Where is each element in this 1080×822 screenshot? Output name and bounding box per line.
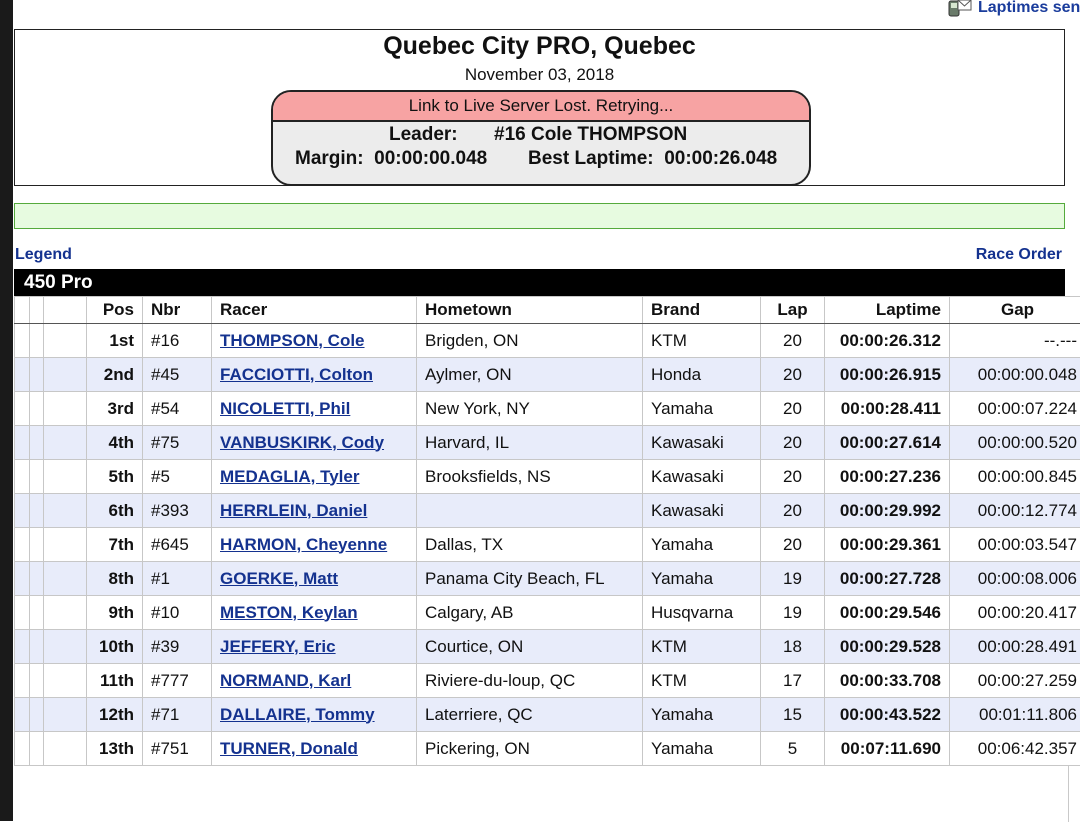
row-spacer bbox=[44, 324, 87, 358]
racer-link[interactable]: GOERKE, Matt bbox=[220, 569, 338, 588]
table-row bbox=[15, 460, 1080, 494]
cell-lap: 5 bbox=[761, 732, 825, 766]
cell-pos: 1st bbox=[87, 324, 143, 358]
cell-racer bbox=[212, 494, 417, 528]
racer-link[interactable]: FACCIOTTI, Colton bbox=[220, 365, 373, 384]
cell-lap: 20 bbox=[761, 460, 825, 494]
table-row bbox=[15, 596, 1080, 630]
racer-link[interactable]: THOMPSON, Cole bbox=[220, 331, 365, 350]
row-spacer bbox=[15, 732, 30, 766]
cell-pos: 12th bbox=[87, 698, 143, 732]
row-spacer bbox=[30, 664, 44, 698]
laptimes-sent-label[interactable]: Laptimes sen bbox=[978, 0, 1080, 17]
table-row bbox=[15, 528, 1080, 562]
table-row bbox=[15, 732, 1080, 766]
row-spacer bbox=[30, 392, 44, 426]
row-spacer bbox=[30, 358, 44, 392]
event-title: Quebec City PRO, Quebec bbox=[15, 32, 1064, 61]
row-spacer bbox=[30, 528, 44, 562]
leader-row bbox=[273, 124, 809, 148]
event-header bbox=[14, 29, 1065, 186]
row-spacer bbox=[44, 664, 87, 698]
header-spacer bbox=[30, 297, 44, 324]
cell-hometown: New York, NY bbox=[417, 392, 643, 426]
cell-pos: 9th bbox=[87, 596, 143, 630]
cell-racer bbox=[212, 324, 417, 358]
racer-link[interactable]: DALLAIRE, Tommy bbox=[220, 705, 375, 724]
cell-laptime: 00:00:29.992 bbox=[825, 494, 950, 528]
table-row bbox=[15, 358, 1080, 392]
cell-hometown: Aylmer, ON bbox=[417, 358, 643, 392]
margin-label: Margin: bbox=[295, 148, 364, 169]
racer-link[interactable]: MEDAGLIA, Tyler bbox=[220, 467, 359, 486]
cell-brand: Yamaha bbox=[643, 732, 761, 766]
table-row bbox=[15, 630, 1080, 664]
cell-pos: 3rd bbox=[87, 392, 143, 426]
cell-lap: 20 bbox=[761, 392, 825, 426]
table-row bbox=[15, 562, 1080, 596]
cell-gap: 00:06:42.357 bbox=[950, 732, 1080, 766]
row-spacer bbox=[30, 630, 44, 664]
margin-row bbox=[273, 148, 809, 174]
cell-gap: 00:00:28.491 bbox=[950, 630, 1080, 664]
cell-hometown: Courtice, ON bbox=[417, 630, 643, 664]
phone-mail-icon bbox=[948, 0, 972, 17]
row-spacer bbox=[30, 562, 44, 596]
race-order-link[interactable]: Race Order bbox=[976, 246, 1062, 264]
header-brand[interactable]: Brand bbox=[643, 297, 761, 324]
cell-brand: Kawasaki bbox=[643, 426, 761, 460]
header-gap[interactable]: Gap bbox=[950, 297, 1080, 324]
row-spacer bbox=[15, 324, 30, 358]
table-row bbox=[15, 664, 1080, 698]
cell-nbr: #777 bbox=[143, 664, 212, 698]
cell-gap: 00:00:20.417 bbox=[950, 596, 1080, 630]
margin-value: 00:00:00.048 bbox=[374, 148, 487, 169]
event-date: November 03, 2018 bbox=[15, 65, 1064, 85]
cell-gap: 00:00:00.845 bbox=[950, 460, 1080, 494]
cell-brand: KTM bbox=[643, 664, 761, 698]
row-spacer bbox=[30, 426, 44, 460]
cell-lap: 18 bbox=[761, 630, 825, 664]
cell-racer bbox=[212, 392, 417, 426]
cell-hometown: Laterriere, QC bbox=[417, 698, 643, 732]
cell-racer bbox=[212, 732, 417, 766]
cell-laptime: 00:00:27.614 bbox=[825, 426, 950, 460]
cell-nbr: #54 bbox=[143, 392, 212, 426]
row-spacer bbox=[30, 324, 44, 358]
cell-racer bbox=[212, 562, 417, 596]
row-spacer bbox=[44, 528, 87, 562]
racer-link[interactable]: HERRLEIN, Daniel bbox=[220, 501, 367, 520]
cell-lap: 20 bbox=[761, 324, 825, 358]
row-spacer bbox=[15, 392, 30, 426]
cell-laptime: 00:00:26.915 bbox=[825, 358, 950, 392]
cell-gap: 00:00:00.520 bbox=[950, 426, 1080, 460]
cell-nbr: #39 bbox=[143, 630, 212, 664]
header-nbr[interactable]: Nbr bbox=[143, 297, 212, 324]
cell-lap: 20 bbox=[761, 358, 825, 392]
cell-laptime: 00:00:26.312 bbox=[825, 324, 950, 358]
cell-hometown: Dallas, TX bbox=[417, 528, 643, 562]
left-edge-bar bbox=[0, 0, 13, 821]
cell-brand: Yamaha bbox=[643, 528, 761, 562]
table-header-row bbox=[15, 297, 1080, 324]
header-hometown[interactable]: Hometown bbox=[417, 297, 643, 324]
cell-laptime: 00:00:29.361 bbox=[825, 528, 950, 562]
results-table bbox=[14, 296, 1080, 766]
cell-laptime: 00:00:29.546 bbox=[825, 596, 950, 630]
cell-pos: 13th bbox=[87, 732, 143, 766]
cell-nbr: #75 bbox=[143, 426, 212, 460]
cell-gap: 00:00:07.224 bbox=[950, 392, 1080, 426]
racer-link[interactable]: TURNER, Donald bbox=[220, 739, 358, 758]
cell-pos: 8th bbox=[87, 562, 143, 596]
table-row bbox=[15, 392, 1080, 426]
margin-group bbox=[295, 148, 487, 170]
header-spacer bbox=[15, 297, 30, 324]
row-spacer bbox=[30, 460, 44, 494]
cell-racer bbox=[212, 698, 417, 732]
racer-link[interactable]: MESTON, Keylan bbox=[220, 603, 358, 622]
cell-gap: 00:00:12.774 bbox=[950, 494, 1080, 528]
row-spacer bbox=[44, 596, 87, 630]
live-server-status: Link to Live Server Lost. Retrying... bbox=[273, 92, 809, 122]
row-spacer bbox=[44, 460, 87, 494]
leader-label: Leader: bbox=[389, 124, 458, 146]
cell-nbr: #393 bbox=[143, 494, 212, 528]
row-spacer bbox=[15, 426, 30, 460]
cell-lap: 15 bbox=[761, 698, 825, 732]
legend-link[interactable]: Legend bbox=[15, 246, 72, 264]
row-spacer bbox=[15, 494, 30, 528]
cell-gap: 00:00:00.048 bbox=[950, 358, 1080, 392]
cell-lap: 20 bbox=[761, 528, 825, 562]
row-spacer bbox=[44, 562, 87, 596]
cell-brand: KTM bbox=[643, 630, 761, 664]
cell-laptime: 00:00:27.728 bbox=[825, 562, 950, 596]
table-row bbox=[15, 494, 1080, 528]
row-spacer bbox=[15, 664, 30, 698]
cell-lap: 19 bbox=[761, 596, 825, 630]
cell-pos: 4th bbox=[87, 426, 143, 460]
cell-hometown: Riviere-du-loup, QC bbox=[417, 664, 643, 698]
message-bar bbox=[14, 203, 1065, 229]
cell-hometown bbox=[417, 494, 643, 528]
row-spacer bbox=[15, 596, 30, 630]
row-spacer bbox=[44, 426, 87, 460]
header-laptime[interactable]: Laptime bbox=[825, 297, 950, 324]
best-laptime-label: Best Laptime: bbox=[528, 148, 654, 169]
cell-laptime: 00:00:33.708 bbox=[825, 664, 950, 698]
racer-link[interactable]: JEFFERY, Eric bbox=[220, 637, 336, 656]
cell-nbr: #645 bbox=[143, 528, 212, 562]
cell-pos: 5th bbox=[87, 460, 143, 494]
row-spacer bbox=[30, 732, 44, 766]
cell-hometown: Panama City Beach, FL bbox=[417, 562, 643, 596]
cell-gap: 00:00:03.547 bbox=[950, 528, 1080, 562]
cell-laptime: 00:00:28.411 bbox=[825, 392, 950, 426]
racer-link[interactable]: NORMAND, Karl bbox=[220, 671, 351, 690]
cell-nbr: #16 bbox=[143, 324, 212, 358]
cell-hometown: Pickering, ON bbox=[417, 732, 643, 766]
row-spacer bbox=[30, 698, 44, 732]
cell-racer bbox=[212, 460, 417, 494]
live-status-panel bbox=[271, 90, 811, 186]
cell-laptime: 00:07:11.690 bbox=[825, 732, 950, 766]
racer-link[interactable]: NICOLETTI, Phil bbox=[220, 399, 350, 418]
cell-lap: 20 bbox=[761, 494, 825, 528]
table-row bbox=[15, 698, 1080, 732]
cell-racer bbox=[212, 596, 417, 630]
row-spacer bbox=[15, 562, 30, 596]
laptimes-sent-link[interactable] bbox=[948, 0, 1080, 18]
results-body bbox=[15, 324, 1080, 766]
cell-nbr: #1 bbox=[143, 562, 212, 596]
row-spacer bbox=[15, 460, 30, 494]
row-spacer bbox=[15, 698, 30, 732]
cell-pos: 7th bbox=[87, 528, 143, 562]
table-row bbox=[15, 426, 1080, 460]
cell-brand: Yamaha bbox=[643, 392, 761, 426]
row-spacer bbox=[44, 698, 87, 732]
cell-brand: Honda bbox=[643, 358, 761, 392]
row-spacer bbox=[44, 358, 87, 392]
cell-lap: 17 bbox=[761, 664, 825, 698]
header-lap[interactable]: Lap bbox=[761, 297, 825, 324]
cell-hometown: Brigden, ON bbox=[417, 324, 643, 358]
row-spacer bbox=[44, 392, 87, 426]
race-class-header: 450 Pro bbox=[14, 269, 1065, 296]
cell-pos: 6th bbox=[87, 494, 143, 528]
racer-link[interactable]: VANBUSKIRK, Cody bbox=[220, 433, 384, 452]
cell-hometown: Calgary, AB bbox=[417, 596, 643, 630]
cell-hometown: Brooksfields, NS bbox=[417, 460, 643, 494]
cell-gap: --.--- bbox=[950, 324, 1080, 358]
cell-racer bbox=[212, 426, 417, 460]
cell-nbr: #10 bbox=[143, 596, 212, 630]
header-pos[interactable]: Pos bbox=[87, 297, 143, 324]
header-spacer bbox=[44, 297, 87, 324]
best-laptime-group bbox=[528, 148, 777, 170]
cell-laptime: 00:00:43.522 bbox=[825, 698, 950, 732]
row-spacer bbox=[44, 494, 87, 528]
cell-brand: Yamaha bbox=[643, 562, 761, 596]
leader-value: #16 Cole THOMPSON bbox=[494, 124, 687, 146]
header-racer[interactable]: Racer bbox=[212, 297, 417, 324]
cell-brand: KTM bbox=[643, 324, 761, 358]
cell-gap: 00:00:27.259 bbox=[950, 664, 1080, 698]
row-spacer bbox=[30, 596, 44, 630]
cell-gap: 00:01:11.806 bbox=[950, 698, 1080, 732]
cell-brand: Yamaha bbox=[643, 698, 761, 732]
row-spacer bbox=[15, 630, 30, 664]
cell-lap: 20 bbox=[761, 426, 825, 460]
row-spacer bbox=[30, 494, 44, 528]
cell-pos: 2nd bbox=[87, 358, 143, 392]
cell-nbr: #5 bbox=[143, 460, 212, 494]
cell-nbr: #71 bbox=[143, 698, 212, 732]
best-laptime-value: 00:00:26.048 bbox=[664, 148, 777, 169]
cell-racer bbox=[212, 358, 417, 392]
cell-brand: Kawasaki bbox=[643, 494, 761, 528]
cell-nbr: #751 bbox=[143, 732, 212, 766]
cell-lap: 19 bbox=[761, 562, 825, 596]
table-row bbox=[15, 324, 1080, 358]
cell-laptime: 00:00:27.236 bbox=[825, 460, 950, 494]
cell-pos: 10th bbox=[87, 630, 143, 664]
cell-racer bbox=[212, 664, 417, 698]
cell-hometown: Harvard, IL bbox=[417, 426, 643, 460]
cell-laptime: 00:00:29.528 bbox=[825, 630, 950, 664]
racer-link[interactable]: HARMON, Cheyenne bbox=[220, 535, 387, 554]
row-spacer bbox=[44, 732, 87, 766]
cell-brand: Husqvarna bbox=[643, 596, 761, 630]
cell-nbr: #45 bbox=[143, 358, 212, 392]
cell-pos: 11th bbox=[87, 664, 143, 698]
row-spacer bbox=[15, 528, 30, 562]
cell-racer bbox=[212, 630, 417, 664]
cell-brand: Kawasaki bbox=[643, 460, 761, 494]
cell-gap: 00:00:08.006 bbox=[950, 562, 1080, 596]
cell-racer bbox=[212, 528, 417, 562]
row-spacer bbox=[15, 358, 30, 392]
row-spacer bbox=[44, 630, 87, 664]
